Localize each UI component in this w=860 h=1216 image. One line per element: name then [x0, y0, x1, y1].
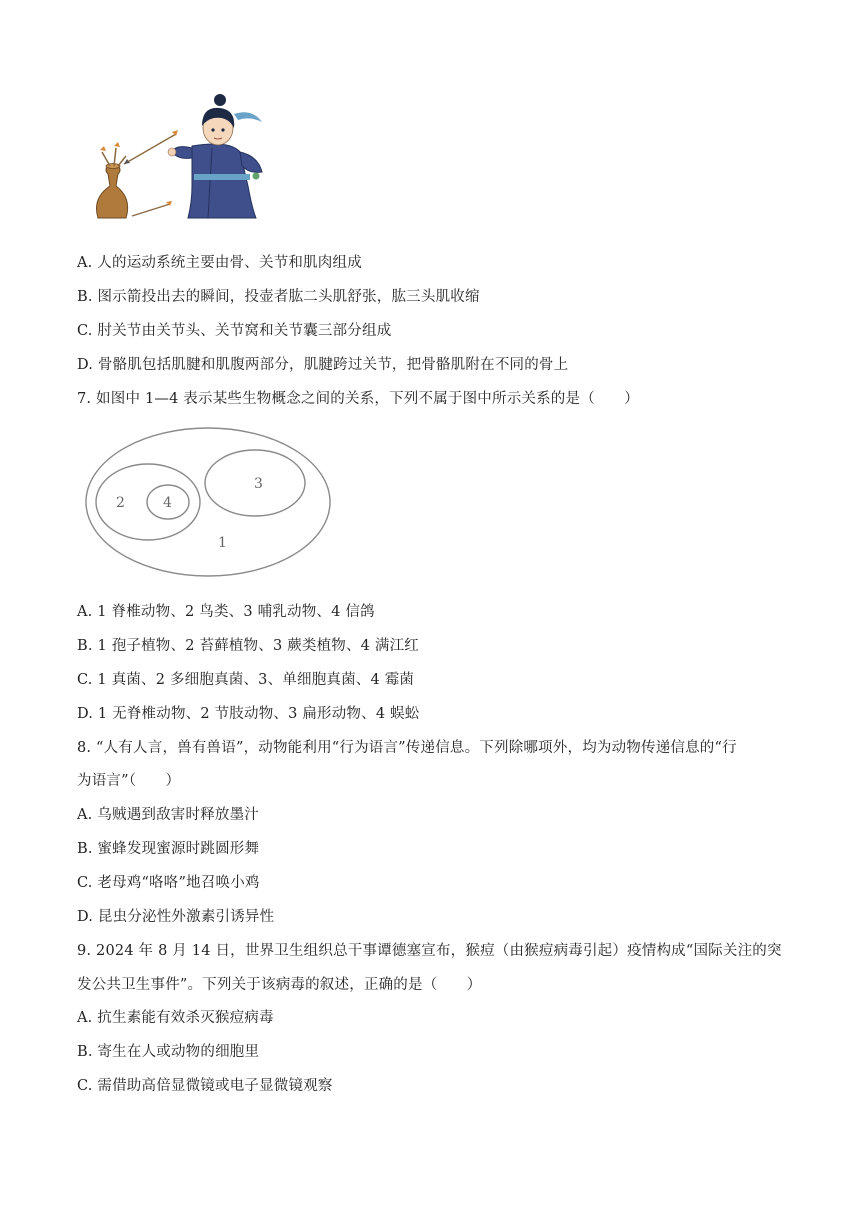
q6-option-d: D. 骨骼肌包括肌腱和肌腹两部分，肌腱跨过关节，把骨骼肌附在不同的骨上: [77, 357, 569, 373]
q7-option-d: D. 1 无脊椎动物、2 节肢动物、3 扁形动物、4 蜈蚣: [77, 706, 420, 722]
venn-label-4: 4: [163, 495, 172, 511]
q6-option-c: C. 肘关节由关节头、关节窝和关节囊三部分组成: [77, 323, 392, 339]
q7-option-b: B. 1 孢子植物、2 苔藓植物、3 蕨类植物、4 满江红: [77, 638, 420, 654]
q8-option-c: C. 老母鸡“咯咯”地召唤小鸡: [77, 875, 260, 891]
venn-diagram: [80, 420, 340, 580]
q9-option-a: A. 抗生素能有效杀灭猴痘病毒: [77, 1010, 274, 1026]
venn-label-1: 1: [218, 535, 227, 551]
q9-stem-line1: 9. 2024 年 8 月 14 日，世界卫生组织总干事谭德塞宣布，猴痘（由猴痘病毒引起）疫情构成“国际关注的突: [77, 943, 782, 959]
q6-option-b: B. 图示箭投出去的瞬间，投壶者肱二头肌舒张，肱三头肌收缩: [77, 289, 480, 305]
q6-option-a: A. 人的运动系统主要由骨、关节和肌肉组成: [77, 255, 362, 271]
venn-label-3: 3: [254, 476, 263, 492]
q9-option-c: C. 需借助高倍显微镜或电子显微镜观察: [77, 1078, 333, 1094]
q8-stem-line2: 为语言”（ ）: [77, 773, 181, 789]
q7-stem: 7. 如图中 1—4 表示某些生物概念之间的关系，下列不属于图中所示关系的是（ ）: [77, 391, 640, 407]
q7-option-c: C. 1 真菌、2 多细胞真菌、3、单细胞真菌、4 霉菌: [77, 672, 415, 688]
q8-stem-line1: 8. “人有人言，兽有兽语”，动物能利用“行为语言”传递信息。下列除哪项外，均为动物传递信息的“行: [77, 740, 737, 756]
q9-option-b: B. 寄生在人或动物的细胞里: [77, 1044, 260, 1060]
q8-option-d: D. 昆虫分泌性外激素引诱异性: [77, 909, 275, 925]
venn-label-2: 2: [116, 495, 125, 511]
q7-option-a: A. 1 脊椎动物、2 鸟类、3 哺乳动物、4 信鸽: [77, 604, 375, 620]
q8-option-a: A. 乌贼遇到敌害时释放墨汁: [77, 807, 259, 823]
touhu-illustration: [80, 86, 270, 226]
venn-circle-2: [96, 464, 200, 540]
q8-option-b: B. 蜜蜂发现蜜源时跳圆形舞: [77, 841, 260, 857]
q9-stem-line2: 发公共卫生事件”。下列关于该病毒的叙述，正确的是（ ）: [77, 977, 482, 993]
